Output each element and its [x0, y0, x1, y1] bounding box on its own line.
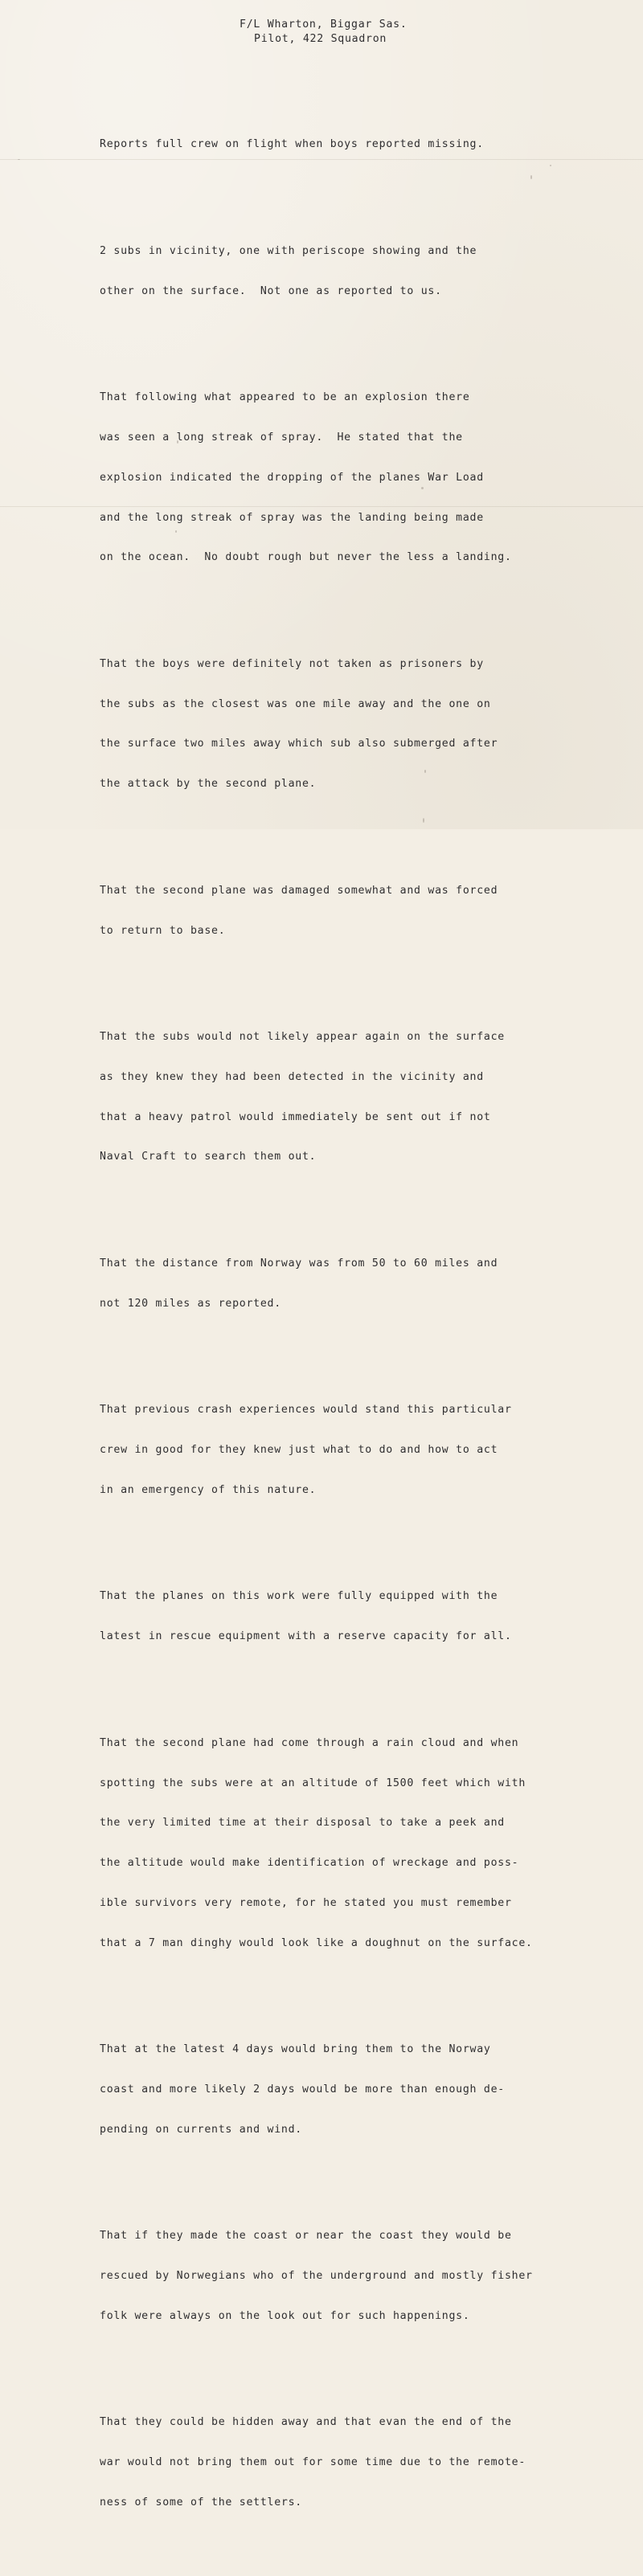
paragraph	[100, 1564, 630, 1670]
paragraph	[100, 2390, 630, 2537]
text-line: the subs as the closest was one mile away and the one on	[100, 697, 491, 710]
text-line: other on the surface. Not one as reported to us.	[100, 284, 442, 297]
paragraph	[100, 2017, 630, 2164]
text-line: That the planes on this work were fully equipped with the	[100, 1590, 498, 1603]
text-line: That the second plane had come through a rain cloud and when	[100, 1736, 519, 1749]
text-line: ible survivors very remote, for he stated you must remember	[100, 1896, 512, 1909]
text-line: pending on currents and wind.	[100, 2123, 302, 2136]
text-line: war would not bring them out for some time due to the remote-	[100, 2456, 526, 2469]
document-header	[0, 18, 643, 72]
text-line: that a 7 man dinghy would look like a doughnut on the surface.	[100, 1936, 533, 1949]
text-line: That the boys were definitely not taken as prisoners by	[100, 657, 484, 670]
paragraph	[100, 365, 630, 591]
text-line: rescued by Norwegians who of the underground and mostly fisher	[100, 2270, 533, 2283]
paragraph	[100, 2203, 630, 2350]
text-line: latest in rescue equipment with a reserve capacity for all.	[100, 1630, 512, 1643]
text-line: folk were always on the look out for such happenings.	[100, 2309, 470, 2322]
text-line: That following what appeared to be an explosion there	[100, 391, 470, 404]
text-line: and the long streak of spray was the landing being made	[100, 511, 484, 524]
paragraph	[100, 632, 630, 818]
text-line: the altitude would make identification of wreckage and poss-	[100, 1857, 519, 1870]
text-line: Reports full crew on flight when boys reported missing.	[100, 138, 484, 151]
text-line: Naval Craft to search them out.	[100, 1151, 317, 1163]
text-line: that a heavy patrol would immediately be sent out if not	[100, 1110, 491, 1123]
paragraph	[100, 1231, 630, 1338]
text-line: the very limited time at their disposal to take a peek and	[100, 1817, 505, 1830]
text-line: spotting the subs were at an altitude of 1500 feet which with	[100, 1777, 526, 1789]
header-name-line: F/L Wharton, Biggar Sas.	[240, 18, 408, 31]
paragraph	[100, 1377, 630, 1524]
text-line: That at the latest 4 days would bring them to the Norway	[100, 2043, 491, 2056]
paragraph	[100, 112, 630, 178]
paragraph	[100, 219, 630, 325]
text-line: was seen a long streak of spray. He stated that the	[100, 431, 463, 444]
text-line: That they could be hidden away and that evan the end of the	[100, 2416, 512, 2429]
paragraph	[100, 858, 630, 965]
paragraph	[100, 1711, 630, 1977]
paragraph	[100, 1004, 630, 1191]
text-line: That the distance from Norway was from 50 to 60 miles and	[100, 1257, 498, 1270]
text-line: That previous crash experiences would stand this particular	[100, 1404, 512, 1417]
text-line: That if they made the coast or near the coast they would be	[100, 2230, 512, 2243]
text-line: explosion indicated the dropping of the planes War Load	[100, 471, 484, 484]
header-unit-line: Pilot, 422 Squadron	[254, 33, 387, 45]
text-line: to return to base.	[100, 924, 226, 937]
text-line: as they knew they had been detected in the vicinity and	[100, 1070, 484, 1083]
text-line: coast and more likely 2 days would be more than enough de-	[100, 2083, 505, 2096]
text-line: ness of some of the settlers.	[100, 2496, 302, 2509]
text-line: the attack by the second plane.	[100, 778, 317, 791]
text-line: crew in good for they knew just what to do and how to act	[100, 1444, 498, 1457]
report-body	[100, 85, 630, 2576]
text-line: the surface two miles away which sub also submerged after	[100, 738, 498, 750]
text-line: not 120 miles as reported.	[100, 1297, 281, 1310]
text-line: That the subs would not likely appear again on the surface	[100, 1031, 505, 1044]
text-line: That the second plane was damaged somewhat and was forced	[100, 884, 498, 897]
text-line: on the ocean. No doubt rough but never the less a landing.	[100, 551, 512, 564]
text-line: in an emergency of this nature.	[100, 1483, 317, 1496]
text-line: 2 subs in vicinity, one with periscope showing and the	[100, 244, 477, 257]
